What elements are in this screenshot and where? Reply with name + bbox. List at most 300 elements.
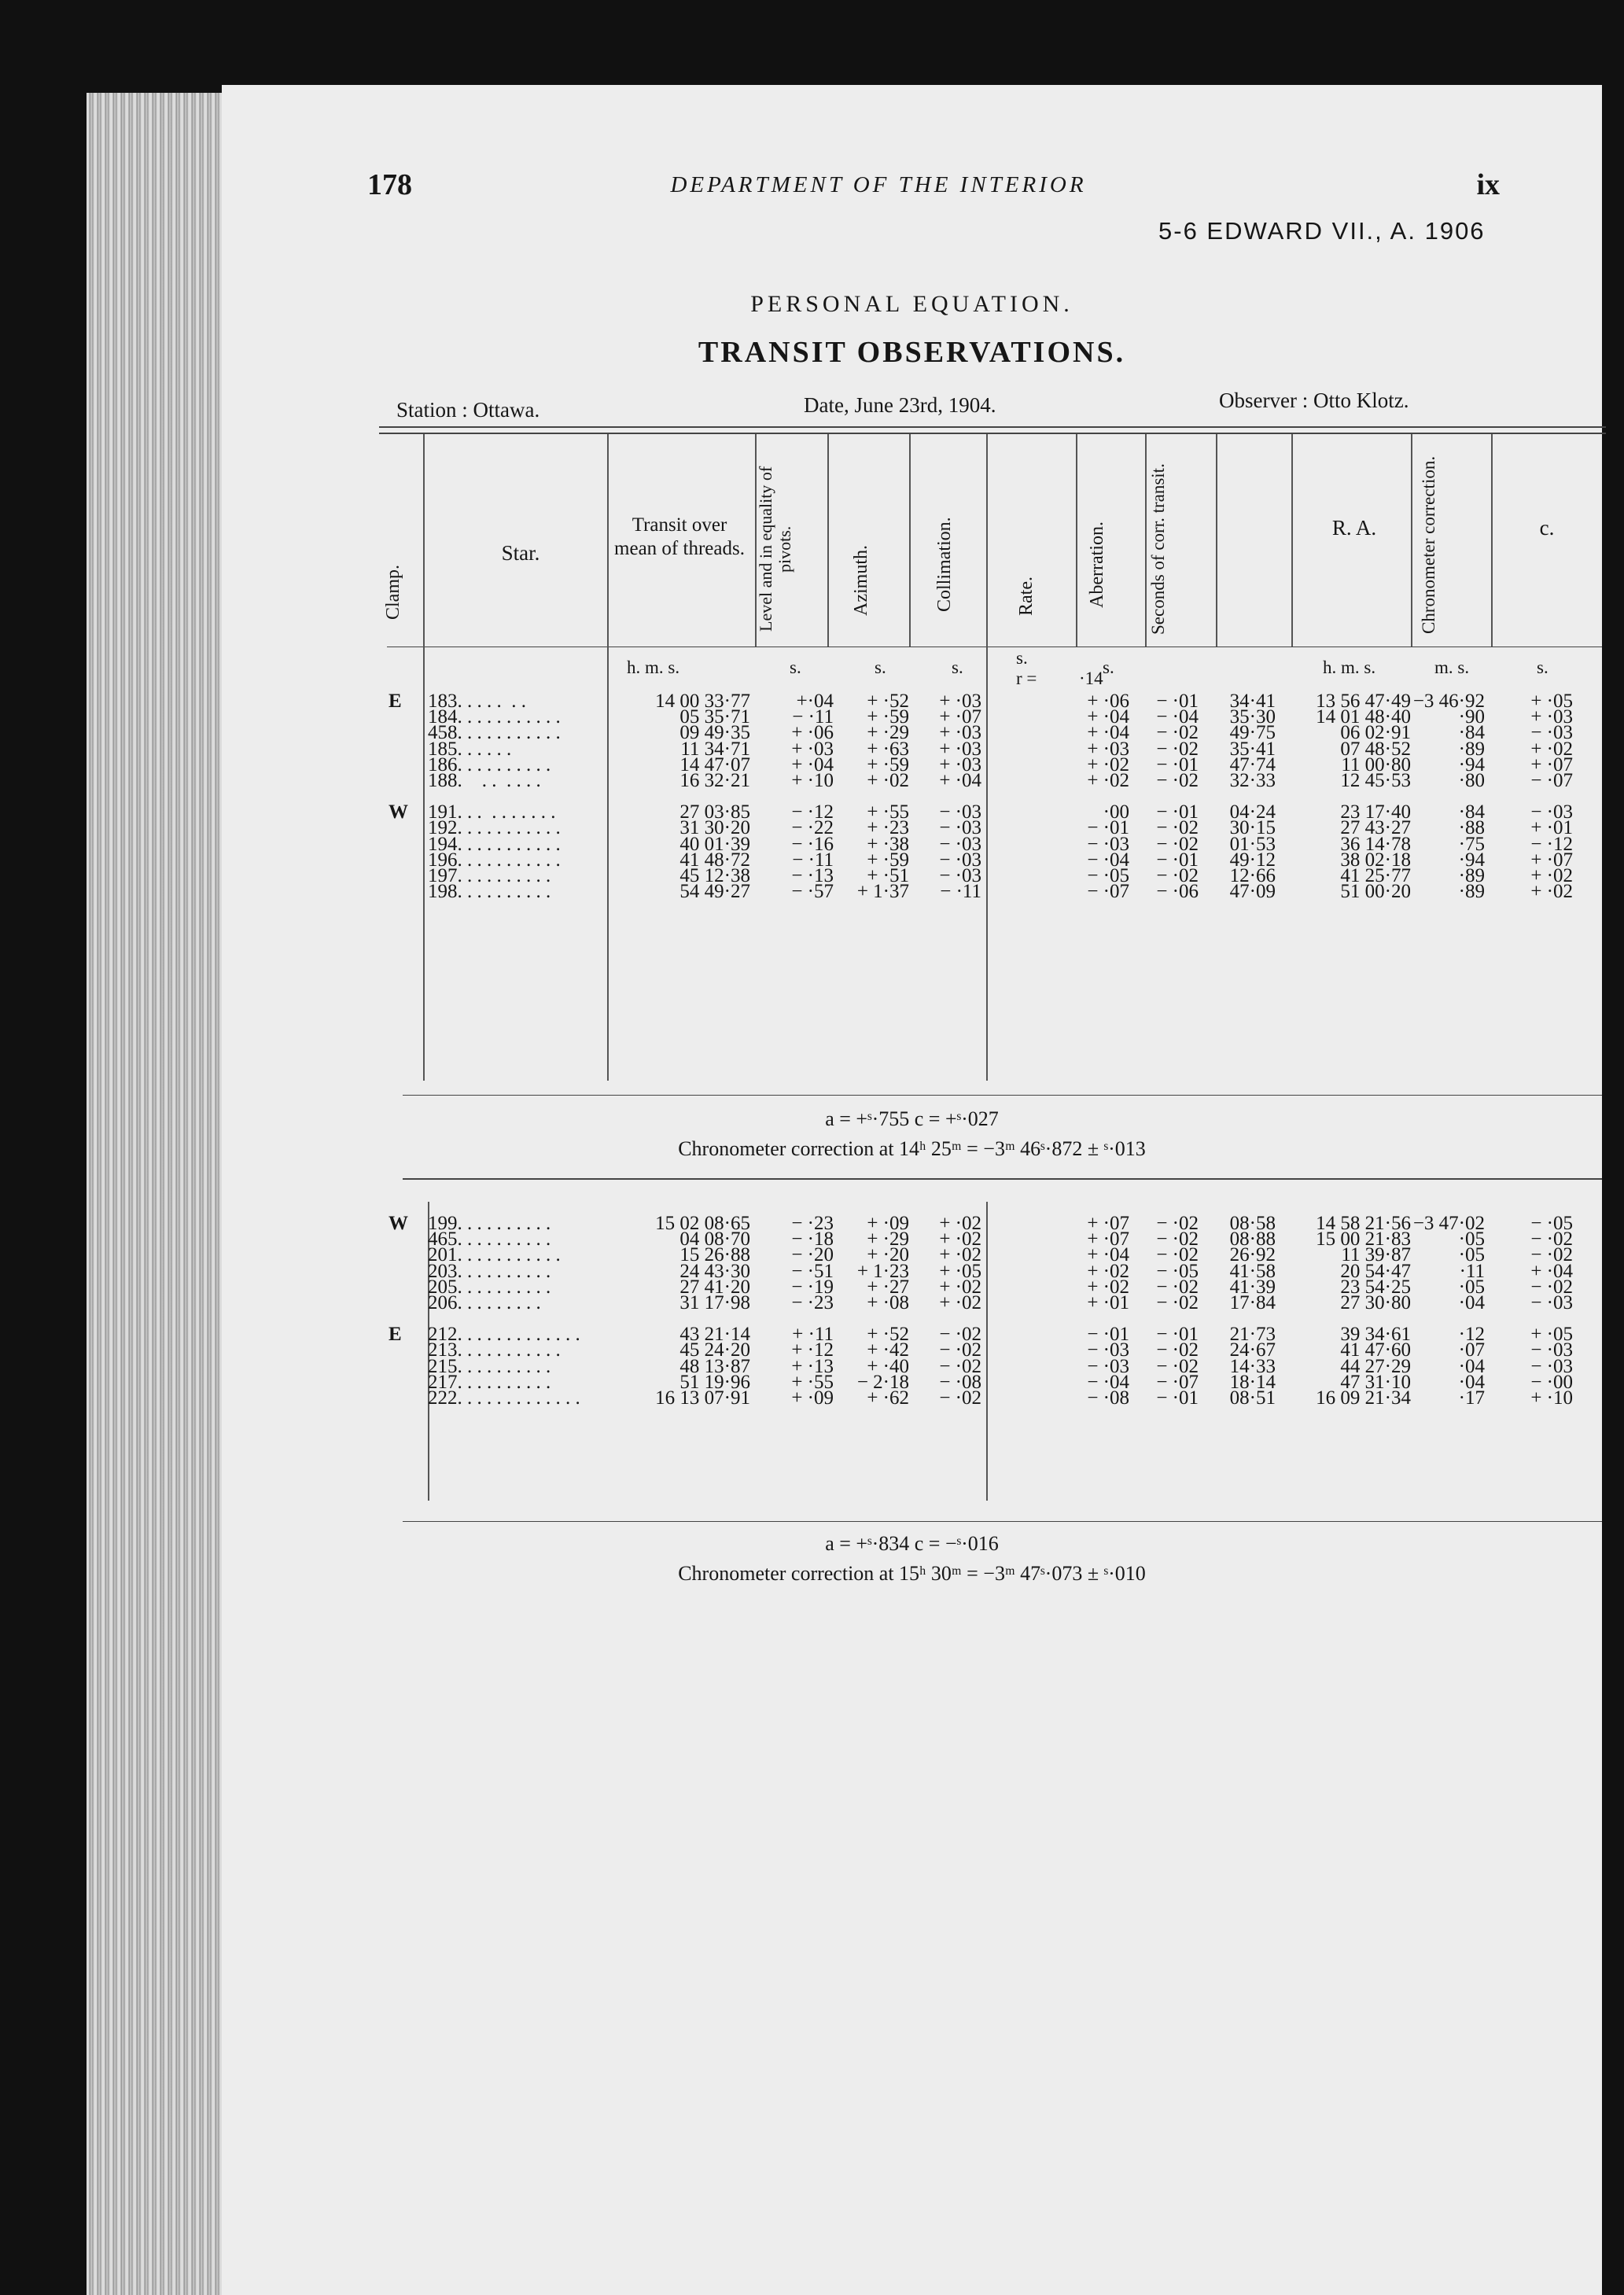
col-header-star: Star. <box>501 541 540 565</box>
cell-transit: 27 03·85 <box>679 801 750 823</box>
cell-c: − ·05 <box>1530 1213 1573 1234</box>
cell-aber: − ·05 <box>1156 1260 1199 1282</box>
cell-ra: 41 47·60 <box>1340 1339 1411 1361</box>
cell-c: − ·03 <box>1530 1292 1573 1313</box>
cell-level: + ·13 <box>791 1355 834 1377</box>
cell-azimuth: + 1·23 <box>856 1260 909 1282</box>
cell-transit: 05 35·71 <box>679 706 750 728</box>
cell-azimuth: + ·40 <box>867 1355 909 1377</box>
cell-rate: + ·03 <box>1087 738 1129 760</box>
cell-aber: − ·02 <box>1156 1276 1199 1298</box>
col-divider <box>909 434 911 647</box>
book-page <box>222 85 1602 2295</box>
col-divider <box>1491 434 1493 647</box>
cell-rate: − ·05 <box>1087 865 1129 886</box>
cell-chron: ·88 <box>1458 817 1485 839</box>
cell-star: 203. . . . . . . . . . <box>428 1260 551 1282</box>
cell-c: + ·01 <box>1530 817 1573 839</box>
cell-coll: − ·02 <box>939 1387 981 1409</box>
cell-level: + ·12 <box>791 1339 834 1361</box>
cell-level: − ·11 <box>792 706 834 728</box>
section-heading: PERSONAL EQUATION. <box>750 291 1073 317</box>
cell-chron: ·84 <box>1458 801 1485 823</box>
group2-bottom-rule <box>403 1521 1602 1522</box>
group2-constants: a = +ˢ·834 c = −ˢ·016 <box>825 1532 999 1555</box>
cell-ra: 15 00 21·83 <box>1316 1229 1411 1251</box>
cell-c: − ·12 <box>1530 833 1573 855</box>
station-label: Station : Ottawa. <box>396 398 540 422</box>
cell-coll: + ·07 <box>939 706 981 728</box>
cell-ra: 39 34·61 <box>1340 1324 1411 1346</box>
col-header-aberration: Aberration. <box>1087 521 1107 608</box>
cell-aber: − ·02 <box>1156 722 1199 744</box>
cell-sec: 08·51 <box>1229 1387 1276 1409</box>
cell-chron: ·94 <box>1458 753 1485 775</box>
cell-coll: − ·03 <box>939 865 981 886</box>
cell-c: + ·10 <box>1530 1387 1573 1409</box>
cell-aber: − ·02 <box>1156 865 1199 886</box>
cell-azimuth: + ·59 <box>867 849 909 871</box>
cell-ra: 44 27·29 <box>1340 1355 1411 1377</box>
cell-transit: 15 26·88 <box>679 1244 750 1266</box>
cell-coll: + ·02 <box>939 1213 981 1234</box>
cell-aber: − ·01 <box>1156 691 1199 712</box>
table-row <box>222 881 1602 904</box>
cell-ra: 23 54·25 <box>1340 1276 1411 1298</box>
cell-transit: 51 19·96 <box>679 1371 750 1393</box>
cell-clamp: W <box>389 801 408 823</box>
cell-transit: 40 01·39 <box>679 833 750 855</box>
cell-azimuth: + ·55 <box>867 801 909 823</box>
cell-sec: 12·66 <box>1229 865 1276 886</box>
cell-azimuth: + ·52 <box>867 1324 909 1346</box>
cell-star: 188. . . . . . . <box>428 770 541 791</box>
cell-ra: 06 02·91 <box>1340 722 1411 744</box>
cell-azimuth: + ·42 <box>867 1339 909 1361</box>
col-header-azimuth: Azimuth. <box>851 545 871 616</box>
cell-level: − ·23 <box>791 1292 834 1313</box>
cell-coll: + ·02 <box>939 1229 981 1251</box>
cell-chron: ·05 <box>1458 1229 1485 1251</box>
cell-sec: 35·41 <box>1229 738 1276 760</box>
cell-chron: ·89 <box>1458 865 1485 886</box>
page-edges <box>87 93 236 2295</box>
cell-star: 465. . . . . . . . . . <box>428 1229 551 1251</box>
cell-chron: ·07 <box>1458 1339 1485 1361</box>
cell-transit: 31 30·20 <box>679 817 750 839</box>
cell-c: + ·07 <box>1530 849 1573 871</box>
cell-level: − ·57 <box>791 881 834 903</box>
cell-level: + ·11 <box>792 1324 834 1346</box>
cell-aber: − ·01 <box>1156 849 1199 871</box>
cell-transit: 48 13·87 <box>679 1355 750 1377</box>
cell-star: 191. . . . . . . . . . <box>428 801 556 823</box>
sheet-label: ix <box>1476 168 1500 201</box>
cell-azimuth: + ·29 <box>867 1229 909 1251</box>
cell-aber: − ·02 <box>1156 817 1199 839</box>
cell-azimuth: + ·27 <box>867 1276 909 1298</box>
cell-sec: 08·58 <box>1229 1213 1276 1234</box>
cell-star: 205. . . . . . . . . . <box>428 1276 551 1298</box>
cell-star: 196. . . . . . . . . . . <box>428 849 561 871</box>
cell-coll: − ·02 <box>939 1355 981 1377</box>
col-header-rate: Rate. <box>1016 577 1037 616</box>
cell-chron: −3 47·02 <box>1412 1213 1485 1234</box>
cell-azimuth: − 2·18 <box>856 1371 909 1393</box>
cell-chron: ·75 <box>1458 833 1485 855</box>
cell-c: + ·02 <box>1530 881 1573 903</box>
cell-coll: + ·03 <box>939 691 981 712</box>
cell-aber: − ·02 <box>1156 1213 1199 1234</box>
col-header-level: Level and in equality of pivots. <box>756 466 794 632</box>
cell-sec: 26·92 <box>1229 1244 1276 1266</box>
cell-c: − ·02 <box>1530 1229 1573 1251</box>
cell-aber: − ·02 <box>1156 1229 1199 1251</box>
session-label: 5-6 EDWARD VII., A. 1906 <box>1158 217 1486 245</box>
unit-azimuth: s. <box>875 658 886 677</box>
cell-aber: − ·07 <box>1156 1371 1199 1393</box>
group1-bottom-rule <box>403 1095 1602 1096</box>
cell-sec: 41·39 <box>1229 1276 1276 1298</box>
cell-sec: 34·41 <box>1229 691 1276 712</box>
cell-rate: − ·01 <box>1087 817 1129 839</box>
cell-aber: − ·01 <box>1156 801 1199 823</box>
cell-clamp: E <box>389 691 402 712</box>
cell-coll: − ·02 <box>939 1324 981 1346</box>
cell-transit: 04 08·70 <box>679 1229 750 1251</box>
cell-transit: 14 47·07 <box>679 753 750 775</box>
cell-rate: + ·07 <box>1087 1229 1129 1251</box>
cell-star: 199. . . . . . . . . . <box>428 1213 551 1234</box>
cell-aber: − ·02 <box>1156 1244 1199 1266</box>
cell-c: + ·02 <box>1530 865 1573 886</box>
cell-level: + ·10 <box>791 770 834 791</box>
cell-rate: + ·04 <box>1087 722 1129 744</box>
cell-ra: 36 14·78 <box>1340 833 1411 855</box>
cell-rate: + ·07 <box>1087 1213 1129 1234</box>
cell-aber: − ·02 <box>1156 833 1199 855</box>
cell-rate: + ·02 <box>1087 1260 1129 1282</box>
cell-c: − ·00 <box>1530 1371 1573 1393</box>
col-divider <box>1411 434 1412 647</box>
cell-level: − ·20 <box>791 1244 834 1266</box>
cell-aber: − ·01 <box>1156 753 1199 775</box>
cell-rate: + ·02 <box>1087 770 1129 791</box>
cell-c: − ·03 <box>1530 801 1573 823</box>
cell-azimuth: + ·23 <box>867 817 909 839</box>
cell-level: +·04 <box>796 691 834 712</box>
cell-sec: 35·30 <box>1229 706 1276 728</box>
cell-star: 206. . . . . . . . . <box>428 1292 541 1313</box>
cell-azimuth: + ·52 <box>867 691 909 712</box>
cell-c: + ·04 <box>1530 1260 1573 1282</box>
cell-ra: 11 39·87 <box>1341 1244 1411 1266</box>
cell-sec: 49·12 <box>1229 849 1276 871</box>
cell-aber: − ·04 <box>1156 706 1199 728</box>
cell-ra: 51 00·20 <box>1340 881 1411 903</box>
cell-star: 222. . . . . . . . . . . . . <box>428 1387 580 1409</box>
cell-star: 201. . . . . . . . . . . <box>428 1244 561 1266</box>
cell-level: + ·06 <box>791 722 834 744</box>
cell-coll: − ·03 <box>939 849 981 871</box>
cell-transit: 09 49·35 <box>679 722 750 744</box>
observer-label: Observer : Otto Klotz. <box>1219 389 1409 412</box>
cell-star: 213. . . . . . . . . . . <box>428 1339 561 1361</box>
table-top-rule-inner <box>379 433 1606 434</box>
cell-c: − ·02 <box>1530 1276 1573 1298</box>
cell-rate: + ·04 <box>1087 1244 1129 1266</box>
cell-c: − ·03 <box>1530 1339 1573 1361</box>
cell-chron: ·84 <box>1458 722 1485 744</box>
cell-sec: 49·75 <box>1229 722 1276 744</box>
cell-chron: ·04 <box>1458 1371 1485 1393</box>
cell-azimuth: + 1·37 <box>856 881 909 903</box>
table-row <box>222 1387 1602 1411</box>
cell-star: 198. . . . . . . . . . <box>428 881 551 903</box>
cell-rate: ·00 <box>1103 801 1129 823</box>
cell-sec: 14·33 <box>1229 1355 1276 1377</box>
cell-coll: + ·03 <box>939 753 981 775</box>
cell-transit: 54 49·27 <box>679 881 750 903</box>
cell-aber: − ·02 <box>1156 1355 1199 1377</box>
col-header-collimation: Collimation. <box>934 517 955 613</box>
cell-rate: − ·07 <box>1087 881 1129 903</box>
cell-ra: 07 48·52 <box>1340 738 1411 760</box>
cell-star: 184. . . . . . . . . . . <box>428 706 561 728</box>
col-header-transit: Transit over mean of threads. <box>614 514 745 559</box>
cell-transit: 16 32·21 <box>679 770 750 791</box>
running-title: DEPARTMENT OF THE INTERIOR <box>670 172 1087 197</box>
cell-transit: 43 21·14 <box>679 1324 750 1346</box>
cell-aber: − ·06 <box>1156 881 1199 903</box>
cell-coll: + ·02 <box>939 1276 981 1298</box>
col-divider <box>1291 434 1293 647</box>
col-divider <box>1145 434 1147 647</box>
date-label: Date, June 23rd, 1904. <box>804 393 996 417</box>
cell-chron: ·80 <box>1458 770 1485 791</box>
cell-rate: − ·01 <box>1087 1324 1129 1346</box>
cell-ra: 11 00·80 <box>1341 753 1411 775</box>
cell-level: + ·09 <box>791 1387 834 1409</box>
cell-azimuth: + ·08 <box>867 1292 909 1313</box>
cell-ra: 12 45·53 <box>1340 770 1411 791</box>
cell-rate: + ·06 <box>1087 691 1129 712</box>
cell-transit: 16 13 07·91 <box>655 1387 750 1409</box>
cell-rate: − ·03 <box>1087 833 1129 855</box>
cell-ra: 16 09 21·34 <box>1316 1387 1411 1409</box>
cell-star: 217. . . . . . . . . . <box>428 1371 551 1393</box>
cell-coll: − ·08 <box>939 1371 981 1393</box>
cell-coll: + ·05 <box>939 1260 981 1282</box>
group1-chronometer-correction: Chronometer correction at 14ʰ 25ᵐ = −3ᵐ 46ˢ·872 ± ˢ·013 <box>678 1137 1146 1160</box>
cell-transit: 24 43·30 <box>679 1260 750 1282</box>
cell-azimuth: + ·38 <box>867 833 909 855</box>
cell-star: 186. . . . . . . . . . <box>428 753 551 775</box>
unit-c: s. <box>1537 658 1549 677</box>
cell-sec: 24·67 <box>1229 1339 1276 1361</box>
cell-star: 194. . . . . . . . . . . <box>428 833 561 855</box>
cell-ra: 14 58 21·56 <box>1316 1213 1411 1234</box>
unit-ra: h. m. s. <box>1323 658 1376 677</box>
cell-coll: − ·02 <box>939 1339 981 1361</box>
cell-clamp: W <box>389 1213 408 1234</box>
cell-level: + ·04 <box>791 753 834 775</box>
col-header-seconds: Seconds of corr. transit. <box>1148 463 1168 635</box>
cell-c: − ·03 <box>1530 722 1573 744</box>
cell-aber: − ·01 <box>1156 1387 1199 1409</box>
cell-aber: − ·02 <box>1156 1339 1199 1361</box>
cell-ra: 38 02·18 <box>1340 849 1411 871</box>
cell-rate: − ·03 <box>1087 1355 1129 1377</box>
cell-c: + ·05 <box>1530 691 1573 712</box>
cell-ra: 27 30·80 <box>1340 1292 1411 1313</box>
cell-sec: 18·14 <box>1229 1371 1276 1393</box>
running-header <box>367 168 1500 223</box>
cell-ra: 27 43·27 <box>1340 817 1411 839</box>
cell-star: 192. . . . . . . . . . . <box>428 817 561 839</box>
cell-c: + ·07 <box>1530 753 1573 775</box>
cell-chron: ·89 <box>1458 881 1485 903</box>
cell-transit: 45 24·20 <box>679 1339 750 1361</box>
cell-chron: ·89 <box>1458 738 1485 760</box>
cell-azimuth: + ·51 <box>867 865 909 886</box>
cell-c: + ·03 <box>1530 706 1573 728</box>
cell-sec: 47·74 <box>1229 753 1276 775</box>
cell-ra: 47 31·10 <box>1340 1371 1411 1393</box>
cell-aber: − ·02 <box>1156 770 1199 791</box>
cell-coll: + ·02 <box>939 1244 981 1266</box>
cell-ra: 41 25·77 <box>1340 865 1411 886</box>
cell-aber: − ·02 <box>1156 738 1199 760</box>
cell-c: − ·02 <box>1530 1244 1573 1266</box>
cell-level: − ·51 <box>791 1260 834 1282</box>
cell-rate: + ·01 <box>1087 1292 1129 1313</box>
cell-azimuth: + ·02 <box>867 770 909 791</box>
unit-chronometer: m. s. <box>1434 658 1470 677</box>
cell-transit: 45 12·38 <box>679 865 750 886</box>
cell-azimuth: + ·59 <box>867 706 909 728</box>
cell-azimuth: + ·09 <box>867 1213 909 1234</box>
cell-chron: ·94 <box>1458 849 1485 871</box>
cell-azimuth: + ·63 <box>867 738 909 760</box>
cell-aber: − ·02 <box>1156 1292 1199 1313</box>
col-header-ra: R. A. <box>1331 516 1377 540</box>
cell-chron: ·05 <box>1458 1276 1485 1298</box>
cell-transit: 14 00 33·77 <box>655 691 750 712</box>
cell-chron: ·12 <box>1458 1324 1485 1346</box>
col-header-chronometer: Chronometer correction. <box>1419 455 1438 635</box>
cell-rate: + ·02 <box>1087 1276 1129 1298</box>
cell-star: 458. . . . . . . . . . . <box>428 722 561 744</box>
cell-coll: + ·02 <box>939 1292 981 1313</box>
cell-level: − ·11 <box>792 849 834 871</box>
cell-level: − ·22 <box>791 817 834 839</box>
cell-rate: − ·03 <box>1087 1339 1129 1361</box>
cell-level: − ·19 <box>791 1276 834 1298</box>
cell-transit: 15 02 08·65 <box>655 1213 750 1234</box>
cell-level: + ·03 <box>791 738 834 760</box>
cell-azimuth: + ·20 <box>867 1244 909 1266</box>
cell-star: 212. . . . . . . . . . . . . <box>428 1324 580 1346</box>
cell-chron: ·17 <box>1458 1387 1485 1409</box>
page-number: 178 <box>367 168 412 201</box>
col-divider <box>1216 434 1217 647</box>
cell-sec: 21·73 <box>1229 1324 1276 1346</box>
cell-rate: − ·04 <box>1087 849 1129 871</box>
cell-transit: 27 41·20 <box>679 1276 750 1298</box>
cell-chron: −3 46·92 <box>1412 691 1485 712</box>
cell-clamp: E <box>389 1324 402 1346</box>
cell-sec: 08·88 <box>1229 1229 1276 1251</box>
cell-star: 197. . . . . . . . . . <box>428 865 551 886</box>
cell-star: 183. . . . . . . <box>428 691 526 712</box>
cell-chron: ·90 <box>1458 706 1485 728</box>
cell-transit: 41 48·72 <box>679 849 750 871</box>
cell-azimuth: + ·59 <box>867 753 909 775</box>
unit-rate-value: ·14 <box>1079 669 1103 688</box>
cell-sec: 01·53 <box>1229 833 1276 855</box>
cell-coll: + ·03 <box>939 738 981 760</box>
cell-star: 215. . . . . . . . . . <box>428 1355 551 1377</box>
cell-level: − ·12 <box>791 801 834 823</box>
table-row <box>222 1292 1602 1316</box>
cell-rate: + ·02 <box>1087 753 1129 775</box>
group2-chronometer-correction: Chronometer correction at 15ʰ 30ᵐ = −3ᵐ 47ˢ·073 ± ˢ·010 <box>678 1562 1146 1585</box>
table-top-rule <box>379 426 1606 428</box>
cell-transit: 31 17·98 <box>679 1292 750 1313</box>
cell-sec: 47·09 <box>1229 881 1276 903</box>
col-divider <box>827 434 829 647</box>
cell-c: + ·05 <box>1530 1324 1573 1346</box>
cell-transit: 11 34·71 <box>680 738 750 760</box>
cell-level: − ·13 <box>791 865 834 886</box>
cell-chron: ·05 <box>1458 1244 1485 1266</box>
cell-level: − ·23 <box>791 1213 834 1234</box>
unit-aberration: s. <box>1103 658 1114 677</box>
cell-coll: − ·03 <box>939 817 981 839</box>
cell-ra: 13 56 47·49 <box>1316 691 1411 712</box>
cell-azimuth: + ·62 <box>867 1387 909 1409</box>
group2-top-rule <box>403 1178 1602 1180</box>
cell-c: + ·02 <box>1530 738 1573 760</box>
table-title: TRANSIT OBSERVATIONS. <box>698 336 1126 369</box>
cell-rate: − ·04 <box>1087 1371 1129 1393</box>
cell-rate: − ·08 <box>1087 1387 1129 1409</box>
table-row <box>222 770 1602 794</box>
cell-ra: 20 54·47 <box>1340 1260 1411 1282</box>
cell-coll: − ·11 <box>940 881 981 903</box>
group1-constants: a = +ˢ·755 c = +ˢ·027 <box>825 1107 999 1130</box>
cell-level: − ·18 <box>791 1229 834 1251</box>
cell-sec: 32·33 <box>1229 770 1276 791</box>
cell-star: 185. . . . . . <box>428 738 512 760</box>
cell-rate: + ·04 <box>1087 706 1129 728</box>
col-header-clamp: Clamp. <box>383 565 403 620</box>
cell-c: − ·07 <box>1530 770 1573 791</box>
cell-coll: + ·04 <box>939 770 981 791</box>
cell-c: − ·03 <box>1530 1355 1573 1377</box>
cell-coll: − ·03 <box>939 801 981 823</box>
unit-collimation: s. <box>952 658 963 677</box>
cell-level: + ·55 <box>791 1371 834 1393</box>
cell-aber: − ·01 <box>1156 1324 1199 1346</box>
cell-ra: 23 17·40 <box>1340 801 1411 823</box>
cell-sec: 17·84 <box>1229 1292 1276 1313</box>
unit-rate: s. <box>1016 648 1028 668</box>
cell-chron: ·04 <box>1458 1355 1485 1377</box>
cell-azimuth: + ·29 <box>867 722 909 744</box>
cell-coll: − ·03 <box>939 833 981 855</box>
